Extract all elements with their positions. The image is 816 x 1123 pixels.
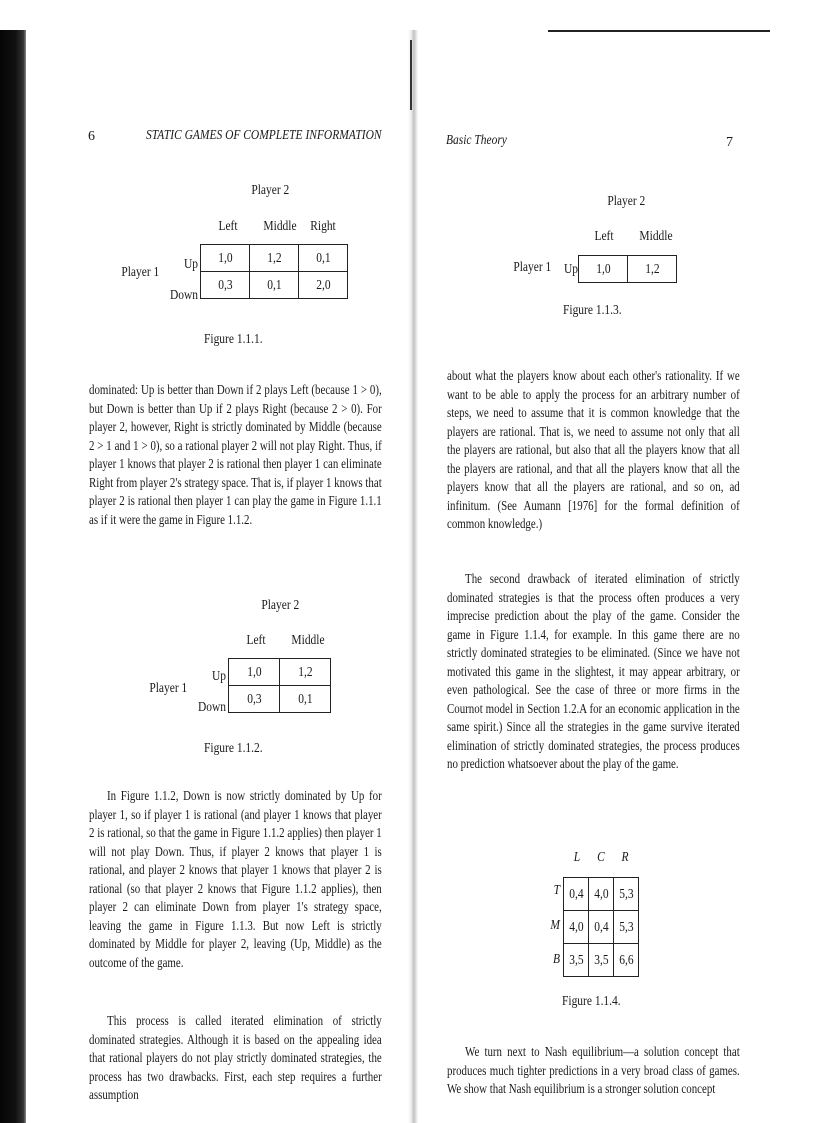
- payoff-cell: 1,2: [280, 659, 331, 686]
- fig111-col-left: Left: [218, 218, 238, 233]
- fig111-col-middle: Middle: [263, 218, 297, 233]
- left-paragraph-1: dominated: Up is better than Down if 2 plays Left (because 1 > 0), but Down is better than Up if 2 plays Right (because 2 > 0). For player 2, however, Right is strictly dominated by Middle (because 2 > 1 and 1 > 0), so a rational player 2 will not play Right. Thus, if player 1 knows that player 2 is rational then player 1 can eliminate Right from player 2's strategy space. That is, if player 1 knows that player 2 is rational then player 1 can play the game in Figure 1.1.1 as if it were the game in Figure 1.1.2.: [89, 382, 382, 527]
- fig113-row-player: Player 1: [513, 259, 552, 274]
- payoff-cell: 5,3: [614, 878, 639, 911]
- fig113-col-left: Left: [594, 228, 614, 243]
- payoff-cell: 4,0: [564, 911, 589, 944]
- fig114-col-r: R: [621, 849, 629, 864]
- page-shadow-left: [0, 30, 26, 1123]
- fig111-row-player: Player 1: [121, 264, 160, 279]
- left-page-number: 6: [88, 129, 95, 144]
- right-paragraph-3: We turn next to Nash equilibrium—a solution concept that produces much tighter predictions in a very broad class of games. We show that Nash equilibrium is a stronger solution concept: [447, 1044, 740, 1096]
- fig112-row-player: Player 1: [149, 680, 188, 695]
- fig112-col-middle: Middle: [291, 632, 325, 647]
- fig113-col-player: Player 2: [607, 193, 646, 208]
- fig114-row-t: T: [553, 882, 560, 897]
- right-paragraph-2: The second drawback of iterated elimination of strictly dominated strategies is that the process often produces a very imprecise prediction about the play of the game. Consider the game in Figure 1.1.4, for example. In this game there are no strictly dominated strategies to be eliminated. (Since we have not motivated this game in the slightest, it may appear arbitrary, or even pathological. See the case of three or more firms in the Cournot model in Section 1.2.A for an economic application in the same spirit.) Since all the strategies in the game survive iterated elimination of strictly dominated strategies, the process produces no prediction whatsoever about the play of the game.: [447, 571, 740, 771]
- fig112-col-left: Left: [246, 632, 266, 647]
- book-spine: [408, 30, 418, 1123]
- fig114-row-m: M: [550, 917, 560, 932]
- payoff-cell: 3,5: [564, 944, 589, 977]
- fig114-col-c: C: [597, 849, 605, 864]
- fig114-payoff-matrix: [563, 877, 639, 977]
- fig111-col-right: Right: [310, 218, 336, 233]
- payoff-cell: 1,2: [250, 245, 299, 272]
- left-paragraph-2: In Figure 1.1.2, Down is now strictly dominated by Up for player 1, so if player 1 is rational (and player 1 knows that player 2 is rational, so that the game in Figure 1.1.2 applies) then player 1 will not play Down. Thus, if player 2 knows that player 1 is rational, and player 2 knows that player 1 knows that player 2 is rational (so that player 2 knows that Figure 1.1.2 applies), then player 2 can eliminate Down from player 1's strategy space, leaving the game in Figure 1.1.3. But now Left is strictly dominated by Middle for player 2, leaving (Up, Middle) as the outcome of the game.: [89, 788, 382, 970]
- payoff-cell: 1,0: [579, 256, 628, 283]
- payoff-cell: 0,3: [229, 686, 280, 713]
- fig111-caption: Figure 1.1.1.: [204, 331, 263, 346]
- fig111-row-up: Up: [183, 256, 198, 271]
- fig111-col-player: Player 2: [251, 182, 290, 197]
- payoff-cell: 5,3: [614, 911, 639, 944]
- fig114-row-b: B: [552, 951, 560, 966]
- right-paragraph-1: about what the players know about each other's rationality. If we want to be able to apply the process for an arbitrary number of steps, we need to assume that it is common knowledge that the players are rational. That is, we need to assume not only that all the players are rational, but also that all the players know that all the players are rational, and that all the players know that all the players know that all the players are rational, and so on, ad infinitum. (See Aumann [1976] for the formal definition of common knowledge.): [447, 368, 740, 531]
- fig111-payoff-matrix: [200, 244, 348, 299]
- payoff-cell: 1,0: [201, 245, 250, 272]
- payoff-cell: 0,1: [280, 686, 331, 713]
- fig113-caption: Figure 1.1.3.: [563, 302, 622, 317]
- payoff-cell: 6,6: [614, 944, 639, 977]
- payoff-cell: 1,0: [229, 659, 280, 686]
- left-running-head: STATIC GAMES OF COMPLETE INFORMATION: [146, 128, 382, 143]
- payoff-cell: 0,4: [589, 911, 614, 944]
- fig113-row-up: Up: [563, 261, 578, 276]
- top-edge-line: [548, 30, 770, 32]
- payoff-cell: 4,0: [589, 878, 614, 911]
- fig113-payoff-matrix: [578, 255, 677, 283]
- fig112-caption: Figure 1.1.2.: [204, 740, 263, 755]
- fig114-col-l: L: [573, 849, 581, 864]
- spine-mark: [410, 40, 412, 110]
- fig113-col-middle: Middle: [639, 228, 673, 243]
- right-page-number: 7: [726, 135, 733, 150]
- fig112-payoff-matrix: [228, 658, 331, 713]
- payoff-cell: 0,3: [201, 272, 250, 299]
- fig112-row-up: Up: [211, 668, 226, 683]
- fig114-caption: Figure 1.1.4.: [562, 993, 621, 1008]
- payoff-cell: 0,1: [299, 245, 348, 272]
- payoff-cell: 3,5: [589, 944, 614, 977]
- fig112-row-down: Down: [197, 699, 226, 714]
- payoff-cell: 0,4: [564, 878, 589, 911]
- payoff-cell: 2,0: [299, 272, 348, 299]
- payoff-cell: 1,2: [628, 256, 677, 283]
- fig111-row-down: Down: [169, 287, 198, 302]
- right-running-head: Basic Theory: [446, 133, 507, 148]
- payoff-cell: 0,1: [250, 272, 299, 299]
- left-paragraph-3: This process is called iterated elimination of strictly dominated strategies. Although it is based on the appealing idea that rational players do not play strictly dominated strategies, the process has two drawbacks. First, each step requires a further assumption: [89, 1013, 382, 1102]
- fig112-col-player: Player 2: [261, 597, 300, 612]
